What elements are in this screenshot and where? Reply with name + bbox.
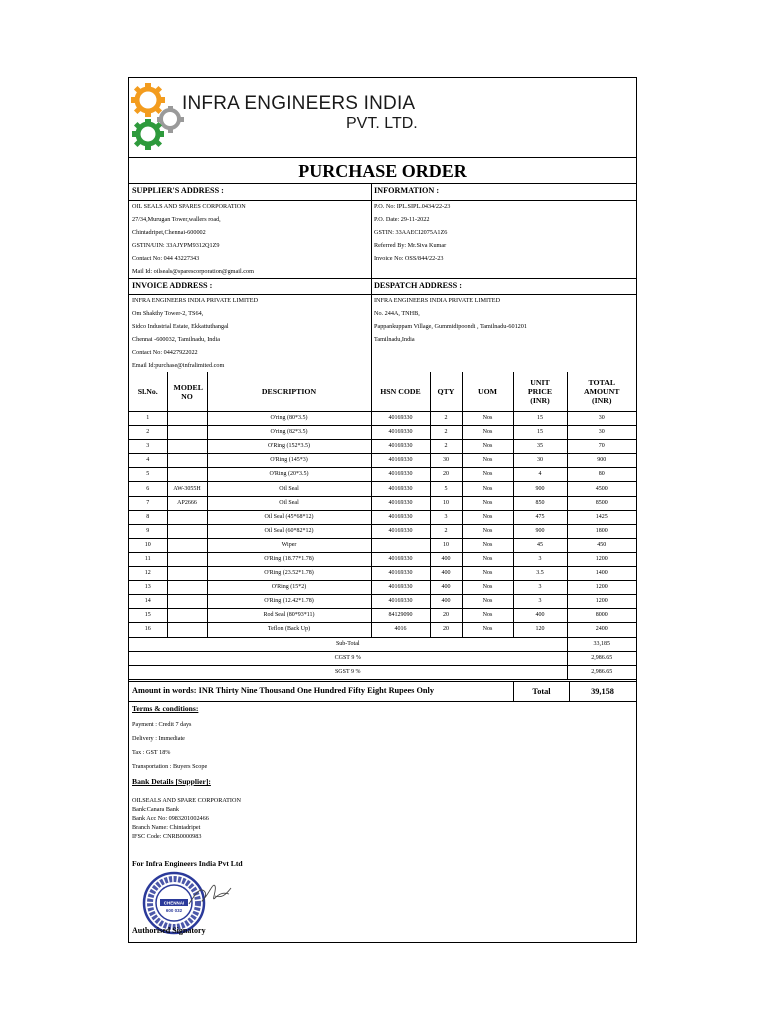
information-heading: INFORMATION : (374, 186, 440, 195)
table-row (129, 468, 636, 482)
unit-price-cell: 475 (513, 510, 567, 524)
for-company-label: For Infra Engineers India Pvt Ltd (132, 859, 243, 868)
uom-cell: Nos (462, 609, 513, 623)
total-amount-cell: 1200 (567, 595, 636, 609)
total-amount-cell: 80 (567, 468, 636, 482)
column-header: UNIT PRICE (INR) (513, 372, 567, 412)
uom-cell: Nos (462, 623, 513, 637)
total-amount-cell: 8000 (567, 609, 636, 623)
model-no-cell (167, 595, 207, 609)
sl-no-cell: 3 (129, 440, 167, 454)
bank-line: Bank Acc No: 0983201002466 (132, 815, 209, 822)
total-amount-cell: 1200 (567, 552, 636, 566)
total-value: 39,158 (591, 687, 614, 696)
hsn-code-cell: 40169330 (371, 426, 430, 440)
table-row (129, 552, 636, 566)
despatch-address-line: Tamilnadu,India (374, 336, 415, 343)
uom-cell: Nos (462, 426, 513, 440)
uom-cell: Nos (462, 468, 513, 482)
qty-cell: 400 (430, 595, 462, 609)
signature-icon (185, 874, 235, 914)
unit-price-cell: 15 (513, 412, 567, 426)
sgst-row (129, 665, 636, 679)
table-row (129, 496, 636, 510)
total-amount-cell: 2400 (567, 623, 636, 637)
sl-no-cell: 8 (129, 510, 167, 524)
bank-line: OILSEALS AND SPARE CORPORATION (132, 797, 241, 804)
description-cell: Oil Seal (207, 496, 371, 510)
amount-words-row (129, 681, 636, 702)
description-cell: Teflon (Back Up) (207, 623, 371, 637)
divider (129, 200, 636, 201)
model-no-cell (167, 567, 207, 581)
table-row (129, 623, 636, 637)
unit-price-cell: 400 (513, 609, 567, 623)
qty-cell: 20 (430, 609, 462, 623)
hsn-code-cell: 84129090 (371, 609, 430, 623)
total-amount-cell: 900 (567, 454, 636, 468)
table-row (129, 412, 636, 426)
total-amount-cell: 1200 (567, 581, 636, 595)
despatch-address-line: Pappankuppam Village, Gummidipoondi , Tamilnadu-601201 (374, 323, 527, 330)
uom-cell: Nos (462, 454, 513, 468)
document-title: PURCHASE ORDER (129, 158, 636, 184)
model-no-cell (167, 623, 207, 637)
sl-no-cell: 4 (129, 454, 167, 468)
description-cell: O'Ring (20*3.5) (207, 468, 371, 482)
column-header: TOTAL AMOUNT (INR) (567, 372, 636, 412)
cgst-value: 2,986.65 (567, 651, 636, 665)
sl-no-cell: 6 (129, 482, 167, 496)
table-header-row (129, 372, 636, 412)
qty-cell: 30 (430, 454, 462, 468)
gears-logo-icon (130, 81, 186, 153)
table-row (129, 482, 636, 496)
uom-cell: Nos (462, 552, 513, 566)
information-line: Referred By: Mr.Siva Kumar (374, 242, 447, 249)
table-row (129, 510, 636, 524)
bank-line: IFSC Code: CNRB0000983 (132, 833, 202, 840)
hsn-code-cell: 40169330 (371, 510, 430, 524)
sl-no-cell: 10 (129, 538, 167, 552)
despatch-address-heading: DESPATCH ADDRESS : (374, 281, 462, 290)
model-no-cell (167, 468, 207, 482)
company-name: INFRA ENGINEERS INDIA (182, 93, 416, 114)
unit-price-cell: 15 (513, 426, 567, 440)
column-header: Sl.No. (129, 372, 167, 412)
unit-price-cell: 3 (513, 581, 567, 595)
unit-price-cell: 850 (513, 496, 567, 510)
supplier-heading: SUPPLIER'S ADDRESS : (132, 186, 224, 195)
qty-cell: 20 (430, 468, 462, 482)
unit-price-cell: 900 (513, 482, 567, 496)
table-row (129, 440, 636, 454)
hsn-code-cell: 40169330 (371, 567, 430, 581)
uom-cell: Nos (462, 524, 513, 538)
qty-cell: 5 (430, 482, 462, 496)
description-cell: Oil Seal (60*82*12) (207, 524, 371, 538)
model-no-cell (167, 454, 207, 468)
description-cell: O'Ring (12.42*1.78) (207, 595, 371, 609)
sl-no-cell: 12 (129, 567, 167, 581)
bank-line: Bank:Canara Bank (132, 806, 179, 813)
sgst-label: SGST 9 % (129, 665, 567, 679)
invoice-address-line: Om Shakthy Tower-2, TS64, (132, 310, 204, 317)
hsn-code-cell: 40169330 (371, 440, 430, 454)
model-no-cell (167, 524, 207, 538)
divider (129, 294, 636, 295)
qty-cell: 10 (430, 538, 462, 552)
description-cell: Wiper (207, 538, 371, 552)
column-header: DESCRIPTION (207, 372, 371, 412)
description-cell: O'Ring (15*2) (207, 581, 371, 595)
information-line: GSTIN: 33AAECI2075A1Z6 (374, 229, 448, 236)
uom-cell: Nos (462, 595, 513, 609)
cgst-label: CGST 9 % (129, 651, 567, 665)
hsn-code-cell: 40169330 (371, 496, 430, 510)
unit-price-cell: 120 (513, 623, 567, 637)
subtotal-row (129, 637, 636, 651)
sl-no-cell: 13 (129, 581, 167, 595)
supplier-line: Contact No: 044 43227343 (132, 255, 200, 262)
unit-price-cell: 3 (513, 552, 567, 566)
uom-cell: Nos (462, 581, 513, 595)
hsn-code-cell (371, 538, 430, 552)
model-no-cell (167, 426, 207, 440)
description-cell: Oil Seal (45*68*12) (207, 510, 371, 524)
unit-price-cell: 4 (513, 468, 567, 482)
stamp-pin: 600 032 (165, 908, 183, 913)
qty-cell: 2 (430, 524, 462, 538)
qty-cell: 20 (430, 623, 462, 637)
table-row (129, 538, 636, 552)
sl-no-cell: 2 (129, 426, 167, 440)
supplier-line: Chintadripet,Chennai-600002 (132, 229, 206, 236)
amount-in-words: Amount in words: INR Thirty Nine Thousand One Hundred Fifty Eight Rupees Only (132, 686, 434, 695)
invoice-address-line: Contact No: 04427922022 (132, 349, 198, 356)
total-amount-cell: 70 (567, 440, 636, 454)
description-cell: O'Ring (145*3) (207, 454, 371, 468)
sl-no-cell: 1 (129, 412, 167, 426)
hsn-code-cell: 40169330 (371, 412, 430, 426)
qty-cell: 400 (430, 581, 462, 595)
uom-cell: Nos (462, 538, 513, 552)
information-line: P.O. No: IPL.SIPL.0434/22-23 (374, 203, 451, 210)
invoice-address-line: INFRA ENGINEERS INDIA PRIVATE LIMITED (132, 297, 259, 304)
invoice-address-line: Email Id:purchase@infralimited.com (132, 362, 225, 369)
hsn-code-cell: 40169330 (371, 595, 430, 609)
terms-line: Delivery : Immediate (132, 735, 185, 742)
unit-price-cell: 45 (513, 538, 567, 552)
qty-cell: 2 (430, 426, 462, 440)
total-amount-cell: 30 (567, 412, 636, 426)
column-header: MODEL NO (167, 372, 207, 412)
company-suffix: PVT. LTD. (346, 115, 418, 132)
uom-cell: Nos (462, 412, 513, 426)
uom-cell: Nos (462, 567, 513, 581)
model-no-cell (167, 510, 207, 524)
supplier-line: GSTIN/UIN: 33AJYPM9312Q1Z9 (132, 242, 220, 249)
hsn-code-cell: 4016 (371, 623, 430, 637)
qty-cell: 2 (430, 440, 462, 454)
information-line: Invoice No: OSS/844/22-23 (374, 255, 444, 262)
uom-cell: Nos (462, 482, 513, 496)
table-row (129, 581, 636, 595)
column-header: UOM (462, 372, 513, 412)
qty-cell: 2 (430, 412, 462, 426)
subtotal-value: 33,185 (567, 637, 636, 651)
cgst-row (129, 651, 636, 665)
terms-heading: Terms & conditions: (132, 704, 199, 713)
invoice-address-line: Sidco Industrial Estate, Ekkattuthangal (132, 323, 229, 330)
table-row (129, 426, 636, 440)
sl-no-cell: 5 (129, 468, 167, 482)
despatch-address-line: No. 244A, TNHB, (374, 310, 420, 317)
table-row (129, 609, 636, 623)
qty-cell: 3 (430, 510, 462, 524)
description-cell: O'ring (82*3.5) (207, 426, 371, 440)
invoice-address-line: Chennai -600032, Tamilnadu, India (132, 336, 220, 343)
total-amount-cell: 1400 (567, 567, 636, 581)
supplier-line: Mail Id: oilseals@sparescorporation@gmail.com (132, 268, 254, 275)
total-label: Total (513, 682, 570, 701)
model-no-cell (167, 538, 207, 552)
total-amount-cell: 450 (567, 538, 636, 552)
sl-no-cell: 9 (129, 524, 167, 538)
hsn-code-cell: 40169330 (371, 524, 430, 538)
uom-cell: Nos (462, 440, 513, 454)
items-table (129, 372, 636, 680)
unit-price-cell: 3.5 (513, 567, 567, 581)
qty-cell: 400 (430, 552, 462, 566)
table-row (129, 595, 636, 609)
model-no-cell (167, 609, 207, 623)
invoice-address-heading: INVOICE ADDRESS : (132, 281, 213, 290)
total-amount-cell: 4500 (567, 482, 636, 496)
despatch-address-line: INFRA ENGINEERS INDIA PRIVATE LIMITED (374, 297, 501, 304)
sl-no-cell: 16 (129, 623, 167, 637)
bank-details-heading: Bank Details [Supplier]: (132, 777, 211, 786)
table-row (129, 567, 636, 581)
supplier-line: 27/34,Murugan Tower,wallers road, (132, 216, 221, 223)
uom-cell: Nos (462, 510, 513, 524)
column-header: QTY (430, 372, 462, 412)
description-cell: Oil Seal (207, 482, 371, 496)
stamp-city: CHENNAI (163, 900, 185, 906)
company-header (129, 78, 636, 158)
supplier-line: OIL SEALS AND SPARES CORPORATION (132, 203, 246, 210)
hsn-code-cell: 40169330 (371, 468, 430, 482)
description-cell: O'ring (80*3.5) (207, 412, 371, 426)
terms-line: Payment : Credit 7 days (132, 721, 192, 728)
sl-no-cell: 14 (129, 595, 167, 609)
sgst-value: 2,986.65 (567, 665, 636, 679)
purchase-order-sheet (128, 77, 637, 943)
model-no-cell (167, 552, 207, 566)
model-no-cell (167, 412, 207, 426)
column-header: HSN CODE (371, 372, 430, 412)
model-no-cell: AP2666 (167, 496, 207, 510)
divider (129, 278, 636, 279)
sl-no-cell: 7 (129, 496, 167, 510)
model-no-cell (167, 581, 207, 595)
sl-no-cell: 11 (129, 552, 167, 566)
total-amount-cell: 8500 (567, 496, 636, 510)
total-amount-cell: 30 (567, 426, 636, 440)
description-cell: O'Ring (23.52*1.78) (207, 567, 371, 581)
unit-price-cell: 35 (513, 440, 567, 454)
qty-cell: 400 (430, 567, 462, 581)
model-no-cell: AW-3055H (167, 482, 207, 496)
terms-line: Tax : GST 18% (132, 749, 171, 756)
terms-line: Transportation : Buyers Scope (132, 763, 208, 770)
description-cell: Rod Seal (80*93*11) (207, 609, 371, 623)
description-cell: O'Ring (152*3.5) (207, 440, 371, 454)
total-amount-cell: 1425 (567, 510, 636, 524)
table-row (129, 524, 636, 538)
hsn-code-cell: 40169330 (371, 454, 430, 468)
hsn-code-cell: 40169330 (371, 552, 430, 566)
authorised-signatory-label: Authorised Signatory (132, 926, 206, 935)
unit-price-cell: 900 (513, 524, 567, 538)
model-no-cell (167, 440, 207, 454)
unit-price-cell: 30 (513, 454, 567, 468)
qty-cell: 10 (430, 496, 462, 510)
sl-no-cell: 15 (129, 609, 167, 623)
hsn-code-cell: 40169330 (371, 581, 430, 595)
table-row (129, 454, 636, 468)
hsn-code-cell: 40169330 (371, 482, 430, 496)
total-amount-cell: 1800 (567, 524, 636, 538)
description-cell: O'Ring (18.77*1.78) (207, 552, 371, 566)
information-line: P.O. Date: 29-11-2022 (374, 216, 430, 223)
subtotal-label: Sub-Total (129, 637, 567, 651)
bank-line: Branch Name: Chintadripet (132, 824, 201, 831)
unit-price-cell: 3 (513, 595, 567, 609)
uom-cell: Nos (462, 496, 513, 510)
